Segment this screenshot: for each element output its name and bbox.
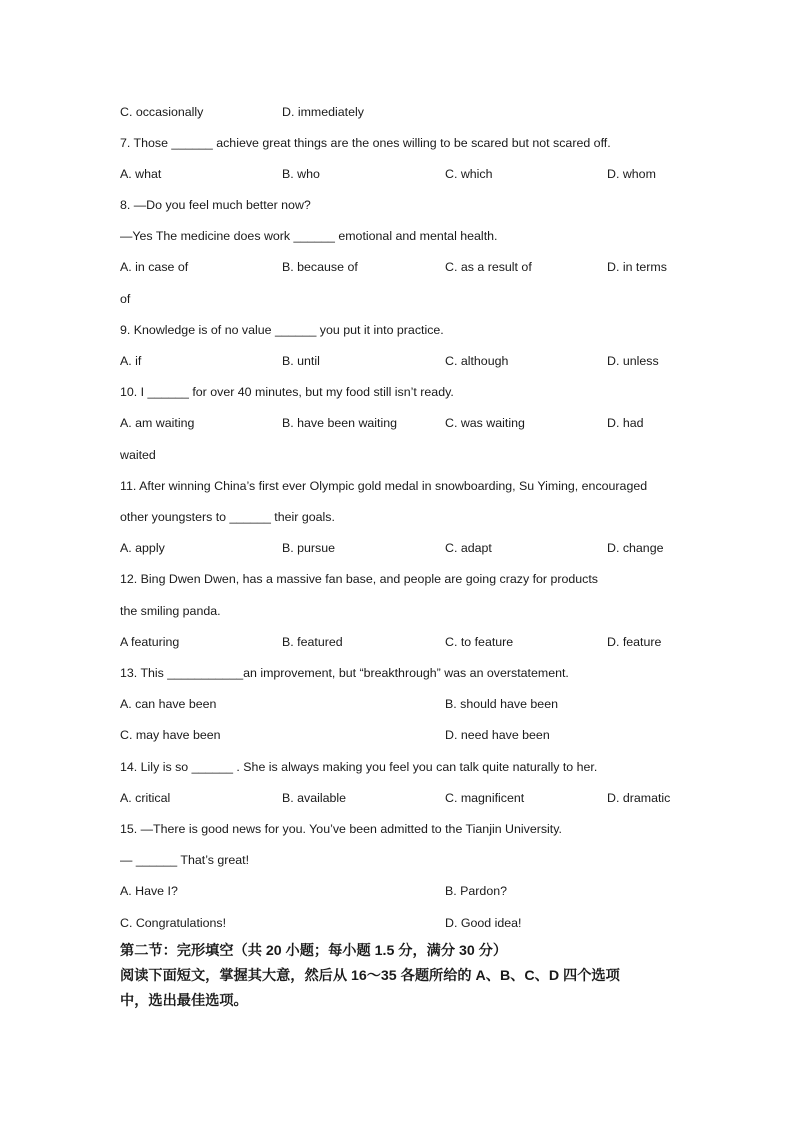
q12-option-c: C. to feature: [445, 635, 514, 649]
q8-option-d: D. in terms: [607, 260, 667, 274]
q12-option-b: B. featured: [282, 635, 343, 649]
q15-reply: — ______ That’s great!: [120, 853, 250, 867]
q8-reply: —Yes The medicine does work ______ emotional and mental health.: [120, 229, 498, 243]
q14-stem: 14. Lily is so ______ . She is always making you feel you can talk quite naturally to her.: [120, 760, 598, 774]
q10-option-c: C. was waiting: [445, 416, 525, 430]
q11-option-b: B. pursue: [282, 541, 336, 555]
q6-option-d: D. immediately: [282, 105, 364, 119]
q8-option-d-wrap: of: [120, 292, 131, 306]
q9-option-b: B. until: [282, 354, 320, 368]
q7-option-b: B. who: [282, 167, 320, 181]
q12-option-d: D. feature: [607, 635, 662, 649]
q13-option-a: A. can have been: [120, 697, 217, 711]
q7-option-d: D. whom: [607, 167, 656, 181]
q11-option-c: C. adapt: [445, 541, 492, 555]
q7-option-a: A. what: [120, 167, 162, 181]
q14-option-d: D. dramatic: [607, 791, 671, 805]
q8-stem: 8. —Do you feel much better now?: [120, 198, 311, 212]
q6-option-c: C. occasionally: [120, 105, 204, 119]
q13-stem: 13. This ___________an improvement, but “breakthrough” was an overstatement.: [120, 666, 569, 680]
q13-option-d: D. need have been: [445, 728, 550, 742]
q10-option-b: B. have been waiting: [282, 416, 398, 430]
q11-stem-cont: other youngsters to ______ their goals.: [120, 510, 335, 524]
q9-option-d: D. unless: [607, 354, 659, 368]
q15-option-b: B. Pardon?: [445, 884, 507, 898]
q8-option-b: B. because of: [282, 260, 358, 274]
q8-option-a: A. in case of: [120, 260, 189, 274]
q14-option-c: C. magnificent: [445, 791, 525, 805]
q9-option-c: C. although: [445, 354, 509, 368]
q9-stem: 9. Knowledge is of no value ______ you put it into practice.: [120, 323, 444, 337]
q10-option-a: A. am waiting: [120, 416, 195, 430]
q10-option-d-wrap: waited: [120, 448, 156, 462]
q14-option-a: A. critical: [120, 791, 171, 805]
q10-stem: 10. I ______ for over 40 minutes, but my food still isn’t ready.: [120, 385, 454, 399]
q8-option-c: C. as a result of: [445, 260, 532, 274]
section-instruction: 阅读下面短文，掌握其大意，然后从 16～35 各题所给的 A、B、C、D 四个选项: [120, 968, 620, 984]
q11-option-a: A. apply: [120, 541, 165, 555]
q13-option-b: B. should have been: [445, 697, 558, 711]
q10-option-d: D. had: [607, 416, 644, 430]
section-instruction-cont: 中，选出最佳选项。: [120, 993, 248, 1009]
q7-option-c: C. which: [445, 167, 493, 181]
q12-stem: 12. Bing Dwen Dwen, has a massive fan base, and people are going crazy for products: [120, 572, 599, 586]
q15-stem: 15. —There is good news for you. You’ve been admitted to the Tianjin University.: [120, 822, 562, 836]
q12-stem-cont: the smiling panda.: [120, 604, 221, 618]
q15-option-d: D. Good idea!: [445, 916, 522, 930]
q15-option-c: C. Congratulations!: [120, 916, 227, 930]
section-title: 第二节：完形填空（共 20 小题；每小题 1.5 分，满分 30 分）: [120, 943, 508, 959]
q14-option-b: B. available: [282, 791, 347, 805]
q15-option-a: A. Have I?: [120, 884, 178, 898]
q13-option-c: C. may have been: [120, 728, 221, 742]
q11-stem: 11. After winning China’s first ever Olympic gold medal in snowboarding, Su Yiming, encouraged: [120, 479, 648, 493]
q12-option-a: A featuring: [120, 635, 180, 649]
q7-stem: 7. Those ______ achieve great things are the ones willing to be scared but not scared off.: [120, 136, 611, 150]
q11-option-d: D. change: [607, 541, 664, 555]
q9-option-a: A. if: [120, 354, 142, 368]
